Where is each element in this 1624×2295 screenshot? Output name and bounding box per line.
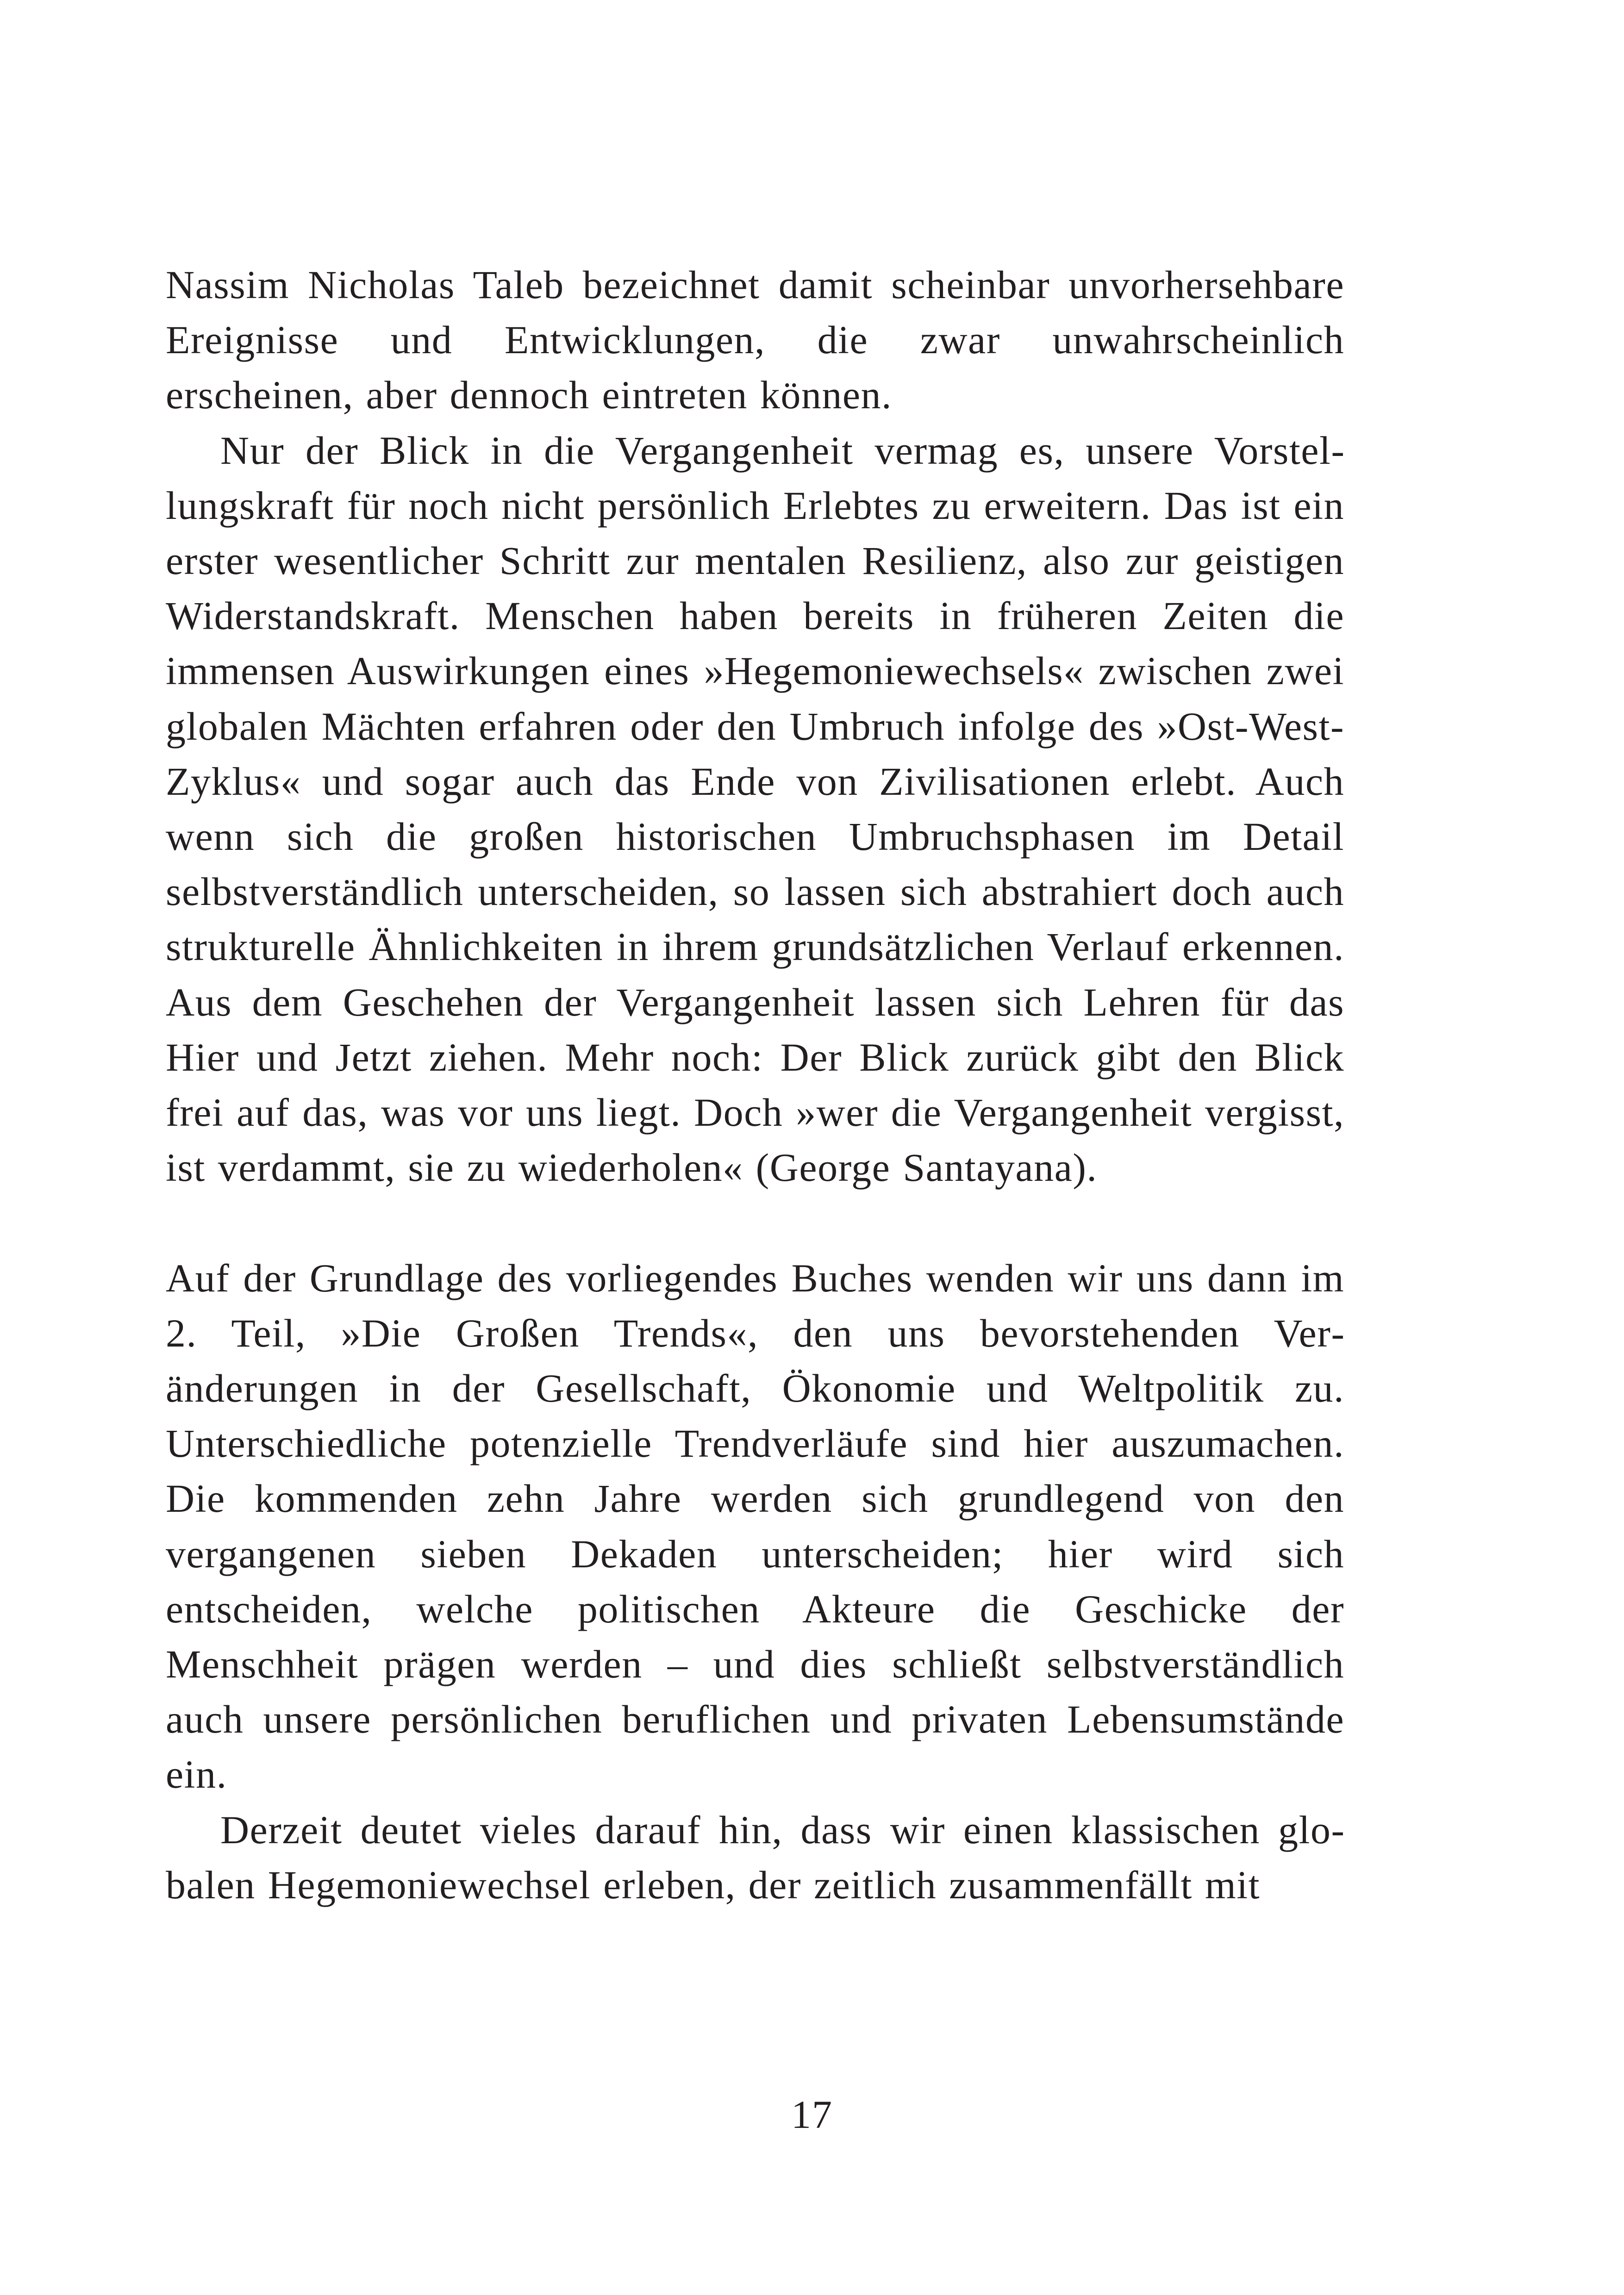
paragraph-look-into-past: Nur der Blick in die Vergangenheit vermag es, unsere Vorstellungskraft für noch nicht persönlich Erlebtes zu erweitern. Das ist ein erster wesentlicher Schritt zur mentalen Resilienz, also zur geistigen Widerstandskraft. Menschen haben bereits in früheren Zeiten die immensen Auswirkungen eines »Hegemoniewechsels« zwischen zwei globalen Mächten erfahren oder den Umbruch infolge des »Ost-West-Zyklus« und sogar auch das Ende von Zivilisationen erlebt. Auch wenn sich die großen historischen Umbruchsphasen im Detail selbstverständlich unterscheiden, so lassen sich abstrahiert doch auch strukturelle Ähnlichkeiten in ihrem grundsätzlichen Verlauf erkennen. Aus dem Geschehen der Vergangenheit lassen sich Lehren für das Hier und Jetzt ziehen. Mehr noch: Der Blick zurück gibt den Blick frei auf das, was vor uns liegt. Doch »wer die Vergangenheit vergisst, ist verdammt, sie zu wiederholen« (George Santayana).	[166, 428, 1344, 1190]
paragraph-great-trends: Auf der Grundlage des vorliegendes Buches wenden wir uns dann im 2. Teil, »Die Großen Trends«, den uns bevorstehenden Veränderungen in der Gesellschaft, Ökonomie und Weltpolitik zu. Unterschiedliche potenzielle Trendverläufe sind hier auszumachen. Die kommenden zehn Jahre werden sich grundlegend von den vergangenen sieben Dekaden unterscheiden; hier wird sich entscheiden, welche politischen Akteure die Geschicke der Menschheit prägen werden – und dies schließt selbstverständlich auch unsere persönlichen beruflichen und privaten Lebensumstände ein.	[166, 1255, 1344, 1797]
paragraph-hegemony-shift: Derzeit deutet vieles darauf hin, dass wir einen klassischen globalen Hegemoniewechsel erleben, der zeitlich zusammenfällt mit	[166, 1807, 1344, 1907]
page-number: 17	[791, 2092, 833, 2137]
section-break	[166, 1195, 1344, 1250]
body-text	[166, 257, 1344, 1913]
paragraph-black-swan-definition: Nassim Nicholas Taleb bezeichnet damit scheinbar unvorhersehbare Ereignisse und Entwicklungen, die zwar unwahrscheinlich erscheinen, aber dennoch eintreten können.	[166, 262, 1344, 418]
